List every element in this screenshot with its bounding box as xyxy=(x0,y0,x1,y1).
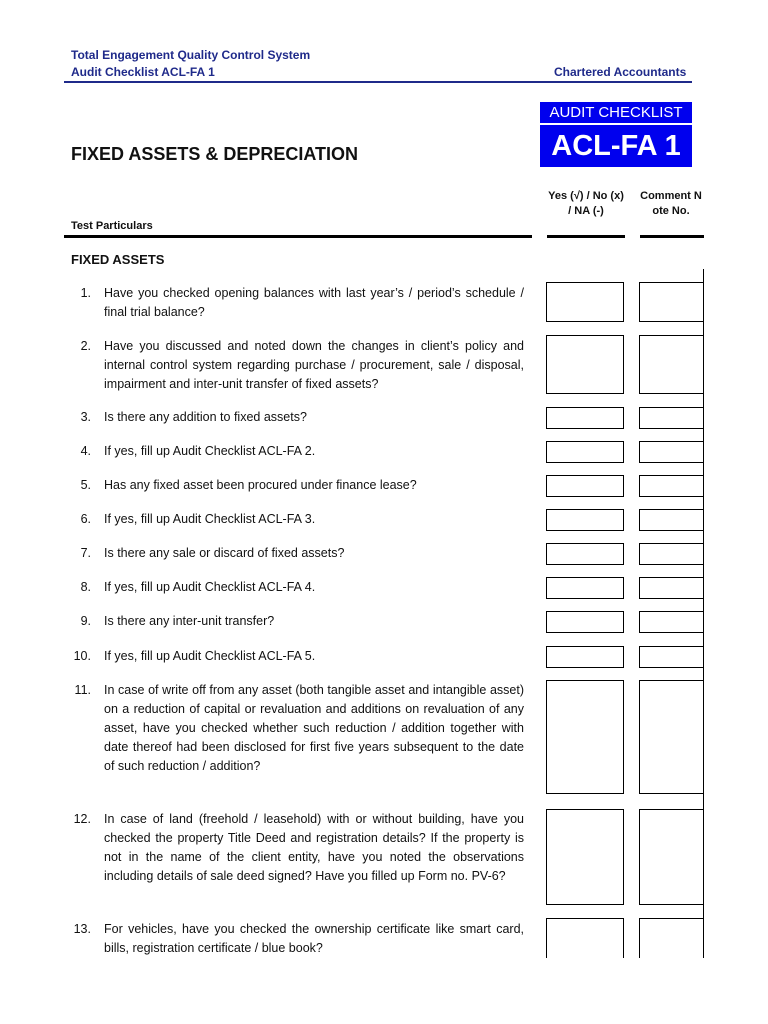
comment-column-divider xyxy=(640,235,704,238)
column-header-comment: Comment Note No. xyxy=(640,190,702,217)
comment-note-field[interactable] xyxy=(639,407,704,429)
checklist-item xyxy=(64,920,524,958)
checklist-item xyxy=(64,810,524,886)
comment-note-field[interactable] xyxy=(639,918,704,958)
item-number: 9. xyxy=(80,614,91,628)
checklist-item xyxy=(64,681,524,776)
item-text: If yes, fill up Audit Checklist ACL-FA 2. xyxy=(104,444,316,458)
yes-no-field[interactable] xyxy=(546,611,624,633)
column-header-particulars: Test Particulars xyxy=(71,220,153,232)
yes-no-field[interactable] xyxy=(546,441,624,463)
yes-no-field[interactable] xyxy=(546,282,624,322)
header-divider xyxy=(64,235,532,238)
checklist-item xyxy=(64,544,524,563)
item-text: If yes, fill up Audit Checklist ACL-FA 3. xyxy=(104,512,316,526)
item-text: If yes, fill up Audit Checklist ACL-FA 4. xyxy=(104,580,316,594)
yes-no-field[interactable] xyxy=(546,680,624,794)
yes-no-field[interactable] xyxy=(546,646,624,668)
item-number: 4. xyxy=(80,444,91,458)
item-text: Have you discussed and noted down the changes in client’s policy and internal control system regarding purchase / procurement, sale / disposal, impairment and inter-unit transfer of fixed assets? xyxy=(104,339,524,391)
item-text: Have you checked opening balances with last year’s / period’s schedule / final trial balance? xyxy=(104,286,524,319)
item-number: 1. xyxy=(80,286,91,300)
yes-no-field[interactable] xyxy=(546,918,624,958)
item-text: Has any fixed asset been procured under finance lease? xyxy=(104,478,417,492)
header-rule xyxy=(64,81,692,83)
item-text: In case of write off from any asset (both tangible asset and intangible asset) on a reduction of capital or revaluation and additions on revaluation of any asset, have you checked whether such reduction / addition together with date thereof had been disclosed for first five years subsequent to the date of such reduction / addition? xyxy=(104,683,524,773)
checklist-item xyxy=(64,284,524,322)
comment-note-field[interactable] xyxy=(639,680,704,794)
yes-no-field[interactable] xyxy=(546,543,624,565)
item-text: If yes, fill up Audit Checklist ACL-FA 5. xyxy=(104,649,316,663)
item-number: 12. xyxy=(73,812,91,826)
comment-note-field[interactable] xyxy=(639,509,704,531)
item-number: 6. xyxy=(80,512,91,526)
page-title: FIXED ASSETS & DEPRECIATION xyxy=(71,144,359,164)
checklist-item xyxy=(64,442,524,461)
item-number: 2. xyxy=(80,339,91,353)
item-text: Is there any sale or discard of fixed assets? xyxy=(104,546,345,560)
item-number: 7. xyxy=(80,546,91,560)
yes-no-field[interactable] xyxy=(546,335,624,394)
comment-note-field[interactable] xyxy=(639,335,704,394)
yes-no-field[interactable] xyxy=(546,509,624,531)
checklist-badge xyxy=(540,102,692,167)
comment-note-field[interactable] xyxy=(639,809,704,905)
yes-no-field[interactable] xyxy=(546,577,624,599)
checklist-item xyxy=(64,612,524,631)
yes-no-field[interactable] xyxy=(546,407,624,429)
header-left xyxy=(71,47,310,81)
checklist-item xyxy=(64,408,524,427)
checklist-item xyxy=(64,476,524,495)
system-name: Total Engagement Quality Control System xyxy=(71,48,311,62)
badge-code: ACL-FA 1 xyxy=(551,130,681,162)
checklist-item xyxy=(64,647,524,666)
comment-note-field[interactable] xyxy=(639,611,704,633)
item-number: 11. xyxy=(74,683,91,697)
item-number: 10. xyxy=(73,649,91,663)
section-title: FIXED ASSETS xyxy=(71,252,165,267)
yes-column-divider xyxy=(547,235,625,238)
checklist-item xyxy=(64,578,524,597)
item-number: 3. xyxy=(80,410,91,424)
checklist-ref: Audit Checklist ACL-FA 1 xyxy=(71,65,215,79)
checklist-item xyxy=(64,510,524,529)
comment-note-field[interactable] xyxy=(639,441,704,463)
item-number: 5. xyxy=(80,478,91,492)
comment-note-field[interactable] xyxy=(639,577,704,599)
comment-note-field[interactable] xyxy=(639,282,704,322)
firm-name: Chartered Accountants xyxy=(554,65,687,79)
comment-note-field[interactable] xyxy=(639,543,704,565)
checklist-item xyxy=(64,337,524,394)
item-text: Is there any inter-unit transfer? xyxy=(104,614,275,628)
yes-no-field[interactable] xyxy=(546,475,624,497)
item-text: For vehicles, have you checked the ownership certificate like smart card, bills, registration certificate / blue book? xyxy=(104,922,524,955)
comment-note-field[interactable] xyxy=(639,646,704,668)
comment-note-field[interactable] xyxy=(639,475,704,497)
yes-no-field[interactable] xyxy=(546,809,624,905)
column-header-yes-no: Yes (√) / No (x) / NA (-) xyxy=(548,190,624,217)
item-number: 13. xyxy=(73,922,91,936)
item-number: 8. xyxy=(80,580,91,594)
item-text: In case of land (freehold / leasehold) with or without building, have you checked the property Title Deed and registration details? If the property is not in the name of the client entity, have you noted the observations including details of sale deed signed? Have you filled up Form no. PV-6? xyxy=(104,812,524,883)
item-text: Is there any addition to fixed assets? xyxy=(104,410,307,424)
badge-label: AUDIT CHECKLIST xyxy=(540,102,692,125)
